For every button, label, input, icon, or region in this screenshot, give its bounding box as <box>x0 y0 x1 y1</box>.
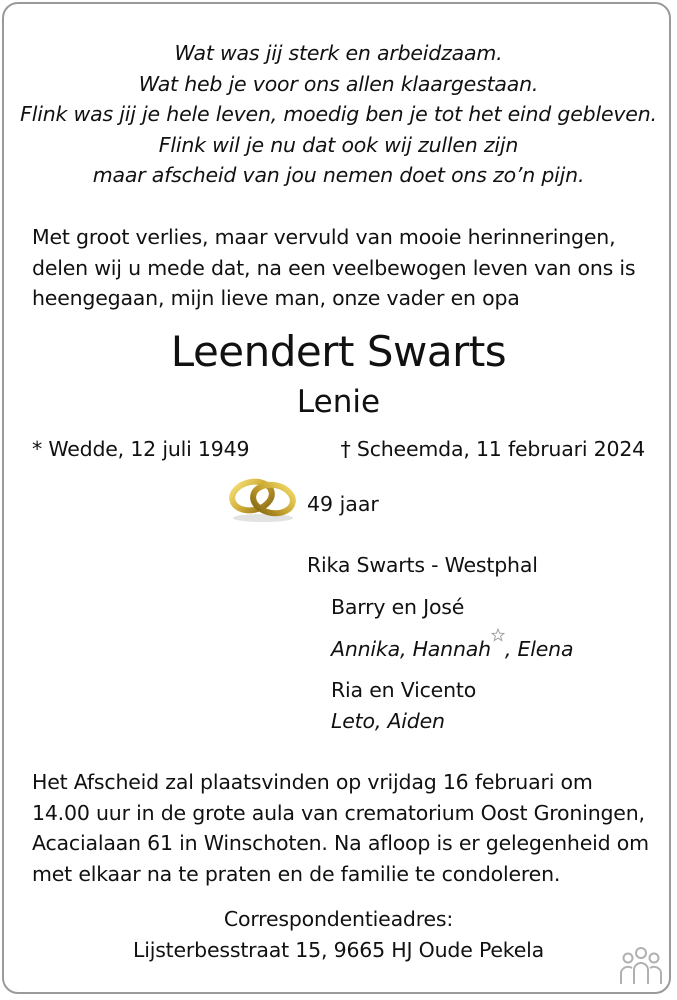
poem <box>0 38 677 191</box>
ceremony-line: Acacialaan 61 in Winschoten. Na afloop is er gelegenheid om <box>32 831 649 855</box>
deceased-name: Leendert Swarts <box>170 327 507 376</box>
wedding-rings-icon <box>226 472 300 524</box>
death-info: † Scheemda, 11 februari 2024 <box>340 437 645 461</box>
poem-line: Flink wil je nu dat ook wij zullen zijn <box>158 132 519 157</box>
ceremony-line: Het Afscheid zal plaatsvinden op vrijdag 16 februari om <box>32 770 593 794</box>
child-couple: Ria en Vicento <box>331 678 477 702</box>
poem-line: maar afscheid van jou nemen doet ons zo’n pijn. <box>92 163 585 187</box>
ceremony-line: 14.00 uur in de grote aula van crematorium Oost Groningen, <box>32 800 645 825</box>
announcement-text <box>32 222 662 314</box>
marriage-years: 49 jaar <box>307 492 379 516</box>
spouse-name: Rika Swarts - Westphal <box>307 553 538 577</box>
grandchildren-names: , Elena <box>504 637 574 661</box>
star-icon <box>491 628 505 642</box>
poem-line: Flink was jij je hele leven, moedig ben je tot het eind gebleven. <box>20 102 657 126</box>
grandchildren-list <box>331 634 573 664</box>
child-couple: Barry en José <box>331 595 465 619</box>
correspondence-address: Lijsterbesstraat 15, 9665 HJ Oude Pekela <box>132 938 544 962</box>
birth-info: * Wedde, 12 juli 1949 <box>32 437 250 461</box>
announcement-line: Met groot verlies, maar vervuld van mooie herinneringen, <box>32 225 616 249</box>
people-group-logo-icon <box>616 944 666 986</box>
announcement-line: delen wij u mede dat, na een veelbewogen leven van ons is <box>32 255 636 280</box>
ceremony-details <box>32 767 662 889</box>
correspondence-label: Correspondentieadres: <box>223 907 454 931</box>
grandchildren-names: Annika, Hannah <box>331 637 491 661</box>
announcement-line: heengegaan, mijn lieve man, onze vader en opa <box>32 286 520 310</box>
poem-line: Wat heb je voor ons allen klaargestaan. <box>138 71 539 96</box>
deceased-nickname: Lenie <box>296 384 381 420</box>
correspondence <box>0 904 677 966</box>
ceremony-line: met elkaar na te praten en de familie te condoleren. <box>32 861 561 886</box>
grandchildren-list: Leto, Aiden <box>331 709 445 733</box>
poem-line: Wat was jij sterk en arbeidzaam. <box>174 41 503 65</box>
